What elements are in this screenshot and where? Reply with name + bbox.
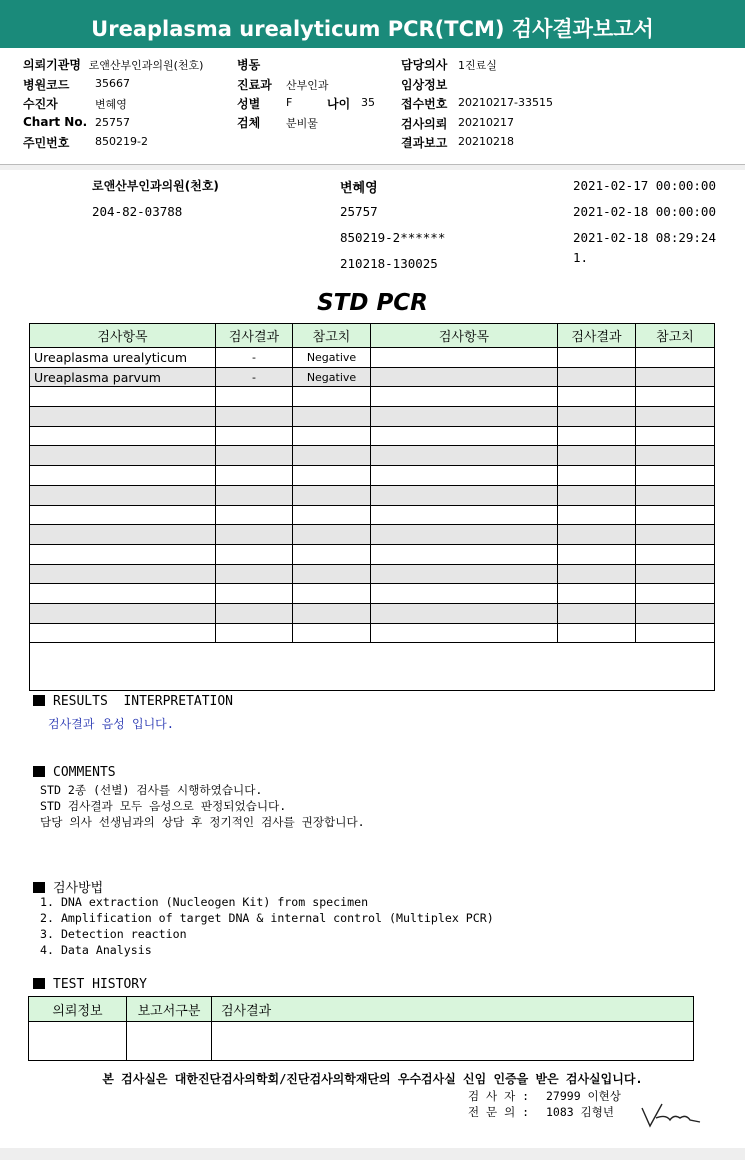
tester-value: 27999 이현상 (546, 1089, 621, 1103)
results-header-row (30, 324, 715, 348)
empty-cell (558, 348, 636, 368)
table-row (30, 584, 715, 604)
info-date-3: 2021-02-18 08:29:24 (573, 230, 716, 245)
table-row (30, 564, 715, 584)
header-reference-2: 참고치 (636, 324, 715, 348)
receipt-no-label: 접수번호 (401, 97, 448, 111)
request-date-value: 20210217 (458, 116, 514, 129)
comments-heading (33, 765, 116, 780)
specialist-value: 1083 김형년 (546, 1105, 614, 1119)
patient-value: 변혜영 (95, 98, 127, 111)
request-date-label: 검사의뢰 (401, 117, 448, 131)
tester-label: 검 사 자 : (468, 1089, 530, 1103)
patient-label: 수진자 (23, 97, 58, 111)
clinical-info-label: 임상정보 (401, 78, 448, 92)
empty-cell (371, 367, 558, 387)
header-test-result-2: 검사결과 (558, 324, 636, 348)
table-row (30, 426, 715, 446)
dept-value: 산부인과 (286, 79, 329, 92)
hospital-code-value: 35667 (95, 77, 130, 90)
chart-label: Chart No. (23, 115, 88, 129)
table-row (30, 407, 715, 427)
header-row-hospital-code (23, 76, 69, 93)
table-row (30, 544, 715, 564)
history-title: TEST HISTORY (53, 977, 147, 992)
info-date-3-suffix: 1. (573, 250, 589, 265)
table-row (30, 505, 715, 525)
info-date-2: 2021-02-18 00:00:00 (573, 204, 716, 219)
age-label: 나이 (327, 97, 351, 111)
info-ssn: 850219-2****** (340, 230, 446, 245)
interpretation-heading (33, 694, 233, 709)
table-row (30, 603, 715, 623)
history-table (28, 996, 694, 1061)
interpretation-text: 검사결과 음성 입니다. (48, 717, 175, 731)
square-bullet-icon (33, 695, 45, 706)
dept-label: 진료과 (237, 78, 272, 92)
bottom-bar (0, 1148, 745, 1160)
header-separator (0, 164, 745, 170)
interpretation-title: RESULTS INTERPRETATION (53, 694, 234, 709)
row-reference: Negative (293, 348, 371, 368)
hospital-value: 로앤산부인과의원(천호) (88, 59, 204, 72)
doctor-label: 담당의사 (401, 58, 448, 72)
table-row (30, 446, 715, 466)
row-item: Ureaplasma parvum (30, 367, 216, 387)
history-header-row (29, 997, 694, 1022)
table-row (30, 466, 715, 486)
table-row (30, 485, 715, 505)
info-hospital: 로앤산부인과의원(천호) (92, 179, 219, 193)
info-chart: 25757 (340, 204, 378, 219)
specimen-label: 검체 (237, 116, 261, 130)
history-heading (33, 977, 147, 992)
header-row-hospital (23, 56, 203, 73)
history-header-result: 검사결과 (212, 997, 694, 1022)
table-row (30, 387, 715, 407)
header-reference: 참고치 (293, 324, 371, 348)
hospital-code-label: 병원코드 (23, 78, 70, 92)
row-result: - (216, 348, 293, 368)
header-test-item: 검사항목 (30, 324, 216, 348)
empty-cell (636, 348, 715, 368)
empty-cell (371, 348, 558, 368)
specimen-value: 분비물 (286, 117, 318, 130)
header-test-result: 검사결과 (216, 324, 293, 348)
receipt-no-value: 20210217-33515 (458, 96, 553, 109)
info-sample-no: 210218-130025 (340, 256, 438, 271)
sex-value: F (286, 96, 293, 109)
ssn-value: 850219-2 (95, 135, 148, 148)
row-item: Ureaplasma urealyticum (30, 348, 216, 368)
comment-line: 담당 의사 선생님과의 상담 후 정기적인 검사를 권장합니다. (40, 815, 365, 829)
header-row-ssn (23, 134, 69, 151)
square-bullet-icon (33, 978, 45, 989)
method-line: 2. Amplification of target DNA & internal control (Multiplex PCR) (40, 911, 494, 925)
history-row (29, 1022, 694, 1061)
report-title: Ureaplasma urealyticum PCR(TCM) 검사결과보고서 (91, 17, 654, 41)
report-title-bar (0, 0, 745, 48)
section-title: STD PCR (317, 290, 428, 316)
method-line: 3. Detection reaction (40, 927, 187, 941)
results-table (29, 323, 715, 691)
comments-title: COMMENTS (53, 765, 116, 780)
table-row (30, 367, 715, 387)
table-row (30, 525, 715, 545)
report-date-value: 20210218 (458, 135, 514, 148)
report-header (0, 48, 745, 168)
row-result: - (216, 367, 293, 387)
method-heading (33, 877, 103, 896)
certification-note: 본 검사실은 대한진단검사의학회/진단검사의학재단의 우수검사실 신임 인증을 받은 검사실입니다. (102, 1072, 643, 1086)
sex-label: 성별 (237, 97, 261, 111)
method-title: 검사방법 (53, 881, 104, 896)
age-value: 35 (361, 96, 375, 109)
history-header-report-type: 보고서구분 (127, 997, 212, 1022)
info-date-1: 2021-02-17 00:00:00 (573, 178, 716, 193)
empty-cell (558, 367, 636, 387)
info-biz-no: 204-82-03788 (92, 204, 183, 219)
comment-line: STD 검사결과 모두 음성으로 판정되었습니다. (40, 799, 287, 813)
info-patient: 변혜영 (340, 181, 378, 196)
history-header-request: 의뢰정보 (29, 997, 127, 1022)
doctor-value: 1진료실 (458, 59, 497, 72)
chart-value: 25757 (95, 116, 130, 129)
header-row-chart (23, 115, 87, 129)
table-row (30, 348, 715, 368)
ward-label: 병동 (237, 58, 261, 72)
method-line: 4. Data Analysis (40, 943, 152, 957)
signature-icon (640, 1100, 702, 1130)
square-bullet-icon (33, 766, 45, 777)
table-row (30, 623, 715, 643)
comment-line: STD 2종 (선별) 검사를 시행하였습니다. (40, 783, 263, 797)
header-test-item-2: 검사항목 (371, 324, 558, 348)
square-bullet-icon (33, 882, 45, 893)
header-row-patient (23, 95, 58, 112)
hospital-label: 의뢰기관명 (23, 58, 81, 72)
empty-cell (636, 367, 715, 387)
method-line: 1. DNA extraction (Nucleogen Kit) from specimen (40, 895, 369, 909)
table-footer-row (30, 643, 715, 691)
row-reference: Negative (293, 367, 371, 387)
report-date-label: 결과보고 (401, 136, 448, 150)
ssn-label: 주민번호 (23, 136, 70, 150)
specialist-label: 전 문 의 : (468, 1105, 530, 1119)
